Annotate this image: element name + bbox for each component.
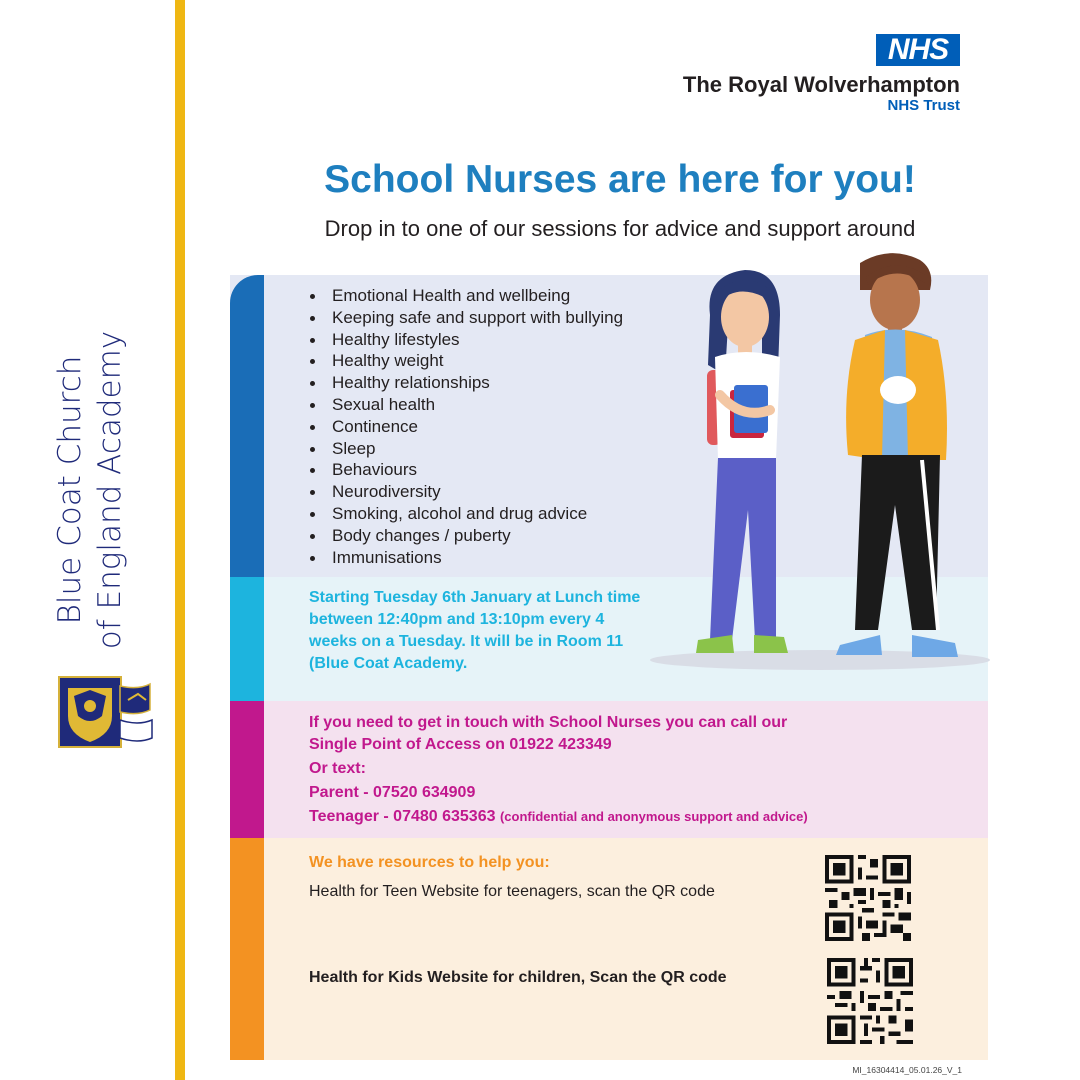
gold-divider xyxy=(175,0,185,1080)
contact-parent: Parent - 07520 634909 xyxy=(309,784,476,801)
list-item: Sleep xyxy=(306,438,623,460)
resources-panel xyxy=(230,838,988,1060)
contact-info xyxy=(309,712,808,828)
school-name xyxy=(0,320,180,660)
contact-line-1: If you need to get in touch with School Nurses you can call our xyxy=(309,714,788,731)
page-title: School Nurses are here for you! xyxy=(324,158,916,201)
resources-title: We have resources to help you: xyxy=(309,854,550,871)
resources-kids-text: Health for Kids Website for children, Scan the QR code xyxy=(309,969,727,986)
list-item: Keeping safe and support with bullying xyxy=(306,307,623,329)
school-name-line1: Blue Coat Church xyxy=(52,355,88,625)
list-item: Healthy lifestyles xyxy=(306,329,623,351)
topics-accent-bar xyxy=(230,275,264,577)
list-item: Neurodiversity xyxy=(306,481,623,503)
resources-teen-text: Health for Teen Website for teenagers, scan the QR code xyxy=(309,883,715,900)
boy-student xyxy=(836,253,958,657)
session-info: Starting Tuesday 6th January at Lunch time between 12:40pm and 13:10pm every 4 weeks on a Tuesday. It will be in Room 11 (Blue Coat Academy. xyxy=(309,589,641,672)
contact-accent-bar xyxy=(230,701,264,838)
list-item: Sexual health xyxy=(306,394,623,416)
list-item: Healthy relationships xyxy=(306,372,623,394)
school-name-line2: of England Academy xyxy=(92,330,128,650)
session-accent-bar xyxy=(230,577,264,701)
trust-subtitle: NHS Trust xyxy=(887,97,960,114)
resources-accent-bar xyxy=(230,838,264,1060)
students-illustration xyxy=(650,245,990,675)
page-subtitle: Drop in to one of our sessions for advice and support around xyxy=(324,216,916,241)
trust-name: The Royal Wolverhampton xyxy=(682,72,960,97)
topics-list xyxy=(306,285,623,568)
qr-code-icon[interactable] xyxy=(825,855,911,941)
list-item: Healthy weight xyxy=(306,350,623,372)
nhs-logo: NHS xyxy=(876,34,960,66)
contact-line-2: Single Point of Access on 01922 423349 xyxy=(309,736,612,753)
qr-code-icon[interactable] xyxy=(827,958,913,1044)
poster xyxy=(190,0,1080,1080)
list-item: Emotional Health and wellbeing xyxy=(306,285,623,307)
contact-line-3: Or text: xyxy=(309,760,366,777)
list-item: Smoking, alcohol and drug advice xyxy=(306,503,623,525)
list-item: Continence xyxy=(306,416,623,438)
contact-teen-note: (confidential and anonymous support and advice) xyxy=(499,809,808,824)
document-code: MI_16304414_05.01.26_V_1 xyxy=(852,1065,962,1075)
school-crest-icon xyxy=(58,676,154,748)
contact-panel xyxy=(230,701,988,838)
list-item: Body changes / puberty xyxy=(306,525,623,547)
girl-student xyxy=(696,270,788,653)
contact-teen: Teenager - 07480 635363 xyxy=(309,808,496,825)
list-item: Behaviours xyxy=(306,459,623,481)
list-item: Immunisations xyxy=(306,547,623,569)
